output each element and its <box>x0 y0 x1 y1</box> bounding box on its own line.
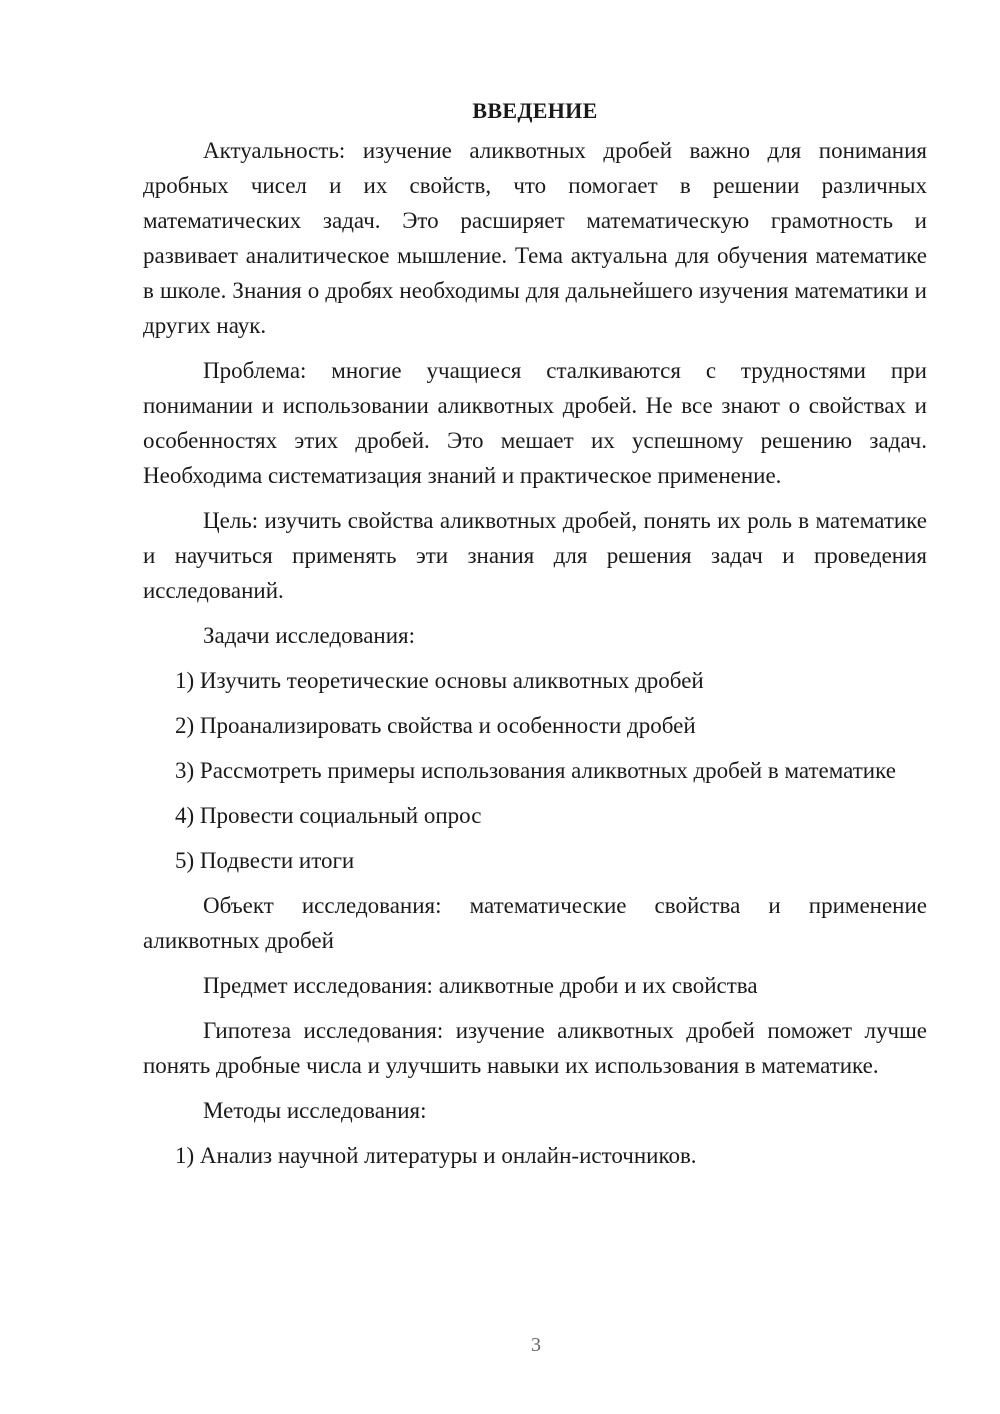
tasks-title: Задачи исследования: <box>203 623 416 648</box>
methods-title: Методы исследования: <box>203 1098 427 1123</box>
page-number: 3 <box>531 1334 541 1356</box>
paragraph-goal: Цель: изучить свойства аликвотных дробей, понять их роль в математике и научиться применять эти знания для решения задач и проведения исследований. <box>143 508 927 603</box>
paragraph-problem: Проблема: многие учащиеся сталкиваются с трудностями при понимании и использовании аликвотных дробей. Не все знают о свойствах и особенностях этих дробей. Это мешает их успешному решению задач. Необходима систематизация знаний и практическое применение. <box>143 358 927 488</box>
task-item-3: 3) Рассмотреть примеры использования аликвотных дробей в математике <box>175 758 896 783</box>
paragraph-object: Объект исследования: математические свойства и применение аликвотных дробей <box>143 893 927 953</box>
task-item-4: 4) Провести социальный опрос <box>175 803 482 828</box>
paragraph-subject: Предмет исследования: аликвотные дроби и их свойства <box>203 973 758 998</box>
method-item-1: 1) Анализ научной литературы и онлайн-источников. <box>175 1143 697 1168</box>
task-item-1: 1) Изучить теоретические основы аликвотных дробей <box>175 668 704 693</box>
paragraph-relevance: Актуальность: изучение аликвотных дробей важно для понимания дробных чисел и их свойств, что помогает в решении различных математических задач. Это расширяет математическую грамотность и развивает аналитическое мышление. Тема актуальна для обучения математике в школе. Знания о дробях необходимы для дальнейшего изучения математики и других наук. <box>143 138 927 338</box>
page-content <box>143 96 927 1183</box>
section-heading: ВВЕДЕНИЕ <box>472 98 598 123</box>
task-item-5: 5) Подвести итоги <box>175 848 355 873</box>
paragraph-hypothesis: Гипотеза исследования: изучение аликвотных дробей поможет лучше понять дробные числа и улучшить навыки их использования в математике. <box>143 1018 927 1078</box>
task-item-2: 2) Проанализировать свойства и особенности дробей <box>175 713 696 738</box>
